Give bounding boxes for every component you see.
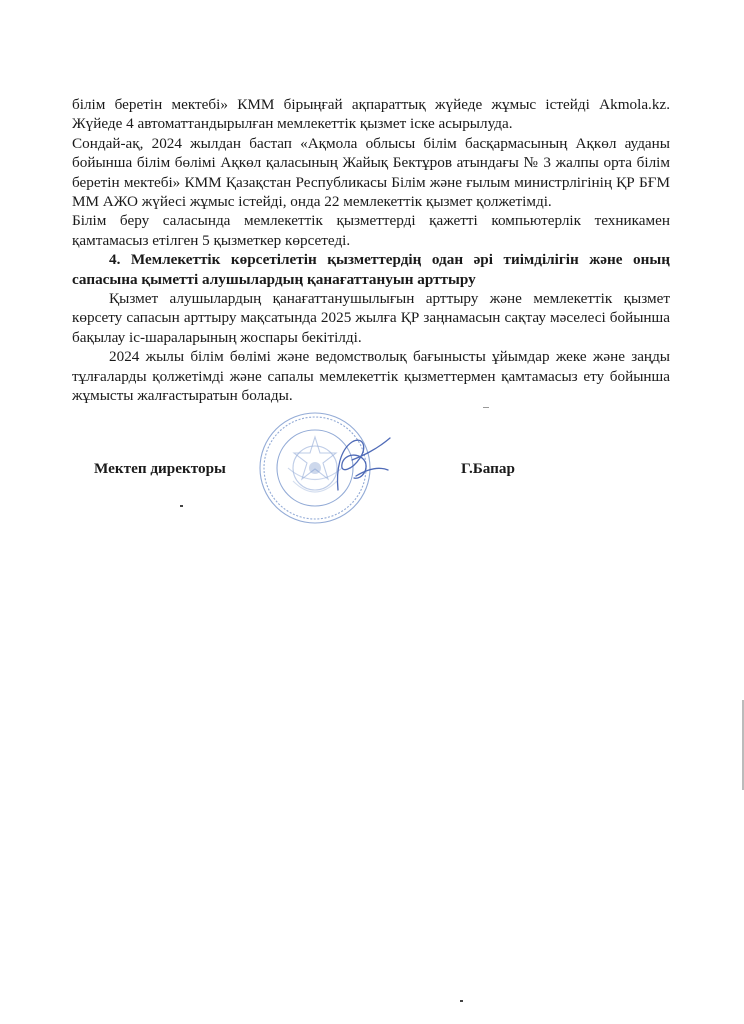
scan-speck [483,407,489,408]
scan-speck [460,1000,463,1002]
signature-block [0,458,744,558]
paragraph-continuation: 2024 жылы білім бөлімі және ведомстволық бағынысты ұйымдар жеке және заңды тұлғаларды қолжетімді және сапалы мемлекеттік қызметтермен қамтамасыз ету бойынша жұмысты жалғастыратын болады. [72,348,670,405]
paragraph-control-plan: Қызмет алушылардың қанағаттанушылығын арттыру және мемлекеттік қызмет көрсету сапасын арттыру мақсатында 2025 жылға ҚР заңнамасын сақтау мәселесі бойынша бақылау іс-шараларының жоспары бекітілді. [72,290,670,346]
director-name: Г.Бапар [461,460,515,477]
director-title: Мектеп директоры [94,460,226,477]
paragraph-akmola-system: білім беретін мектебі» КММ бірыңғай ақпараттық жүйеде жұмыс істейді Akmola.kz. Жүйеде 4 автоматтандырылған мемлекеттік қызмет іске асырылуда. [72,96,670,133]
handwritten-signature-icon [318,430,396,500]
section-heading: 4. Мемлекеттік көрсетілетін қызметтердің одан әрі тиімділігін және оның сапасына қыметті алушылардың қанағаттануын арттыру [72,251,670,288]
paragraph-staff: Білім беру саласында мемлекеттік қызметтерді қажетті компьютерлік техникамен қамтамасыз етілген 5 қызметкер көрсетеді. [72,212,670,249]
paragraph-ministry-system: Сондай-ақ, 2024 жылдан бастап «Ақмола облысы білім басқармасының Ақкөл ауданы бойынша білім бөлімі Ақкөл қаласының Жайық Бектұров атындағы № 3 жалпы орта білім беретін мектебі» КММ Қазақстан Республикасы Білім және ғылым министрлігінің ҚР БҒМ ММ АЖО жүйесі жұмыс істейді, онда 22 мемлекеттік қызмет қолжетімді. [72,134,670,211]
document-body [72,95,670,406]
scan-speck [180,505,183,507]
